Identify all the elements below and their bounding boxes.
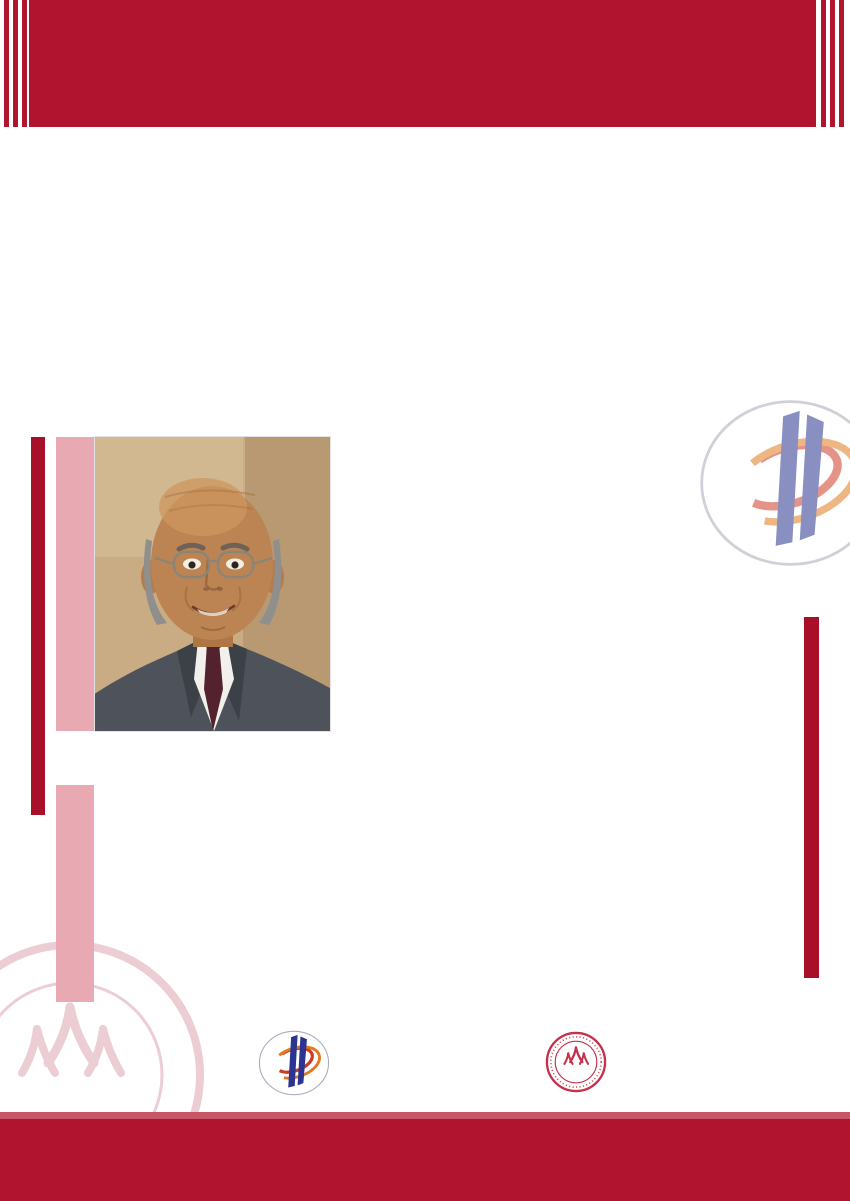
- corner-stripe-right-2: [830, 0, 835, 127]
- corner-stripe-right-3: [839, 0, 844, 127]
- corner-stripe-left-1: [4, 0, 9, 127]
- corner-stripe-left-2: [13, 0, 18, 127]
- imi-logo: [258, 1029, 330, 1097]
- hm-pattern-bottom: [0, 1112, 850, 1201]
- corner-stripe-left-3: [22, 0, 27, 127]
- abstract-section-strip: [56, 785, 94, 1002]
- speaker-photo: [95, 437, 330, 731]
- hm-pattern-top: [0, 127, 850, 204]
- band-sheen: [0, 1112, 850, 1119]
- banner: [29, 0, 816, 127]
- accent-bar-right: [804, 617, 819, 978]
- seal-figures: [22, 1007, 121, 1073]
- hm-emblem-logo: [367, 20, 463, 108]
- corner-stripe-right-1: [821, 0, 826, 127]
- accent-bar-left: [31, 437, 45, 815]
- bio-text: [343, 424, 810, 760]
- bio-section-strip: [56, 437, 94, 731]
- abstract-text: [103, 781, 810, 999]
- ruc-seal: [545, 1031, 607, 1093]
